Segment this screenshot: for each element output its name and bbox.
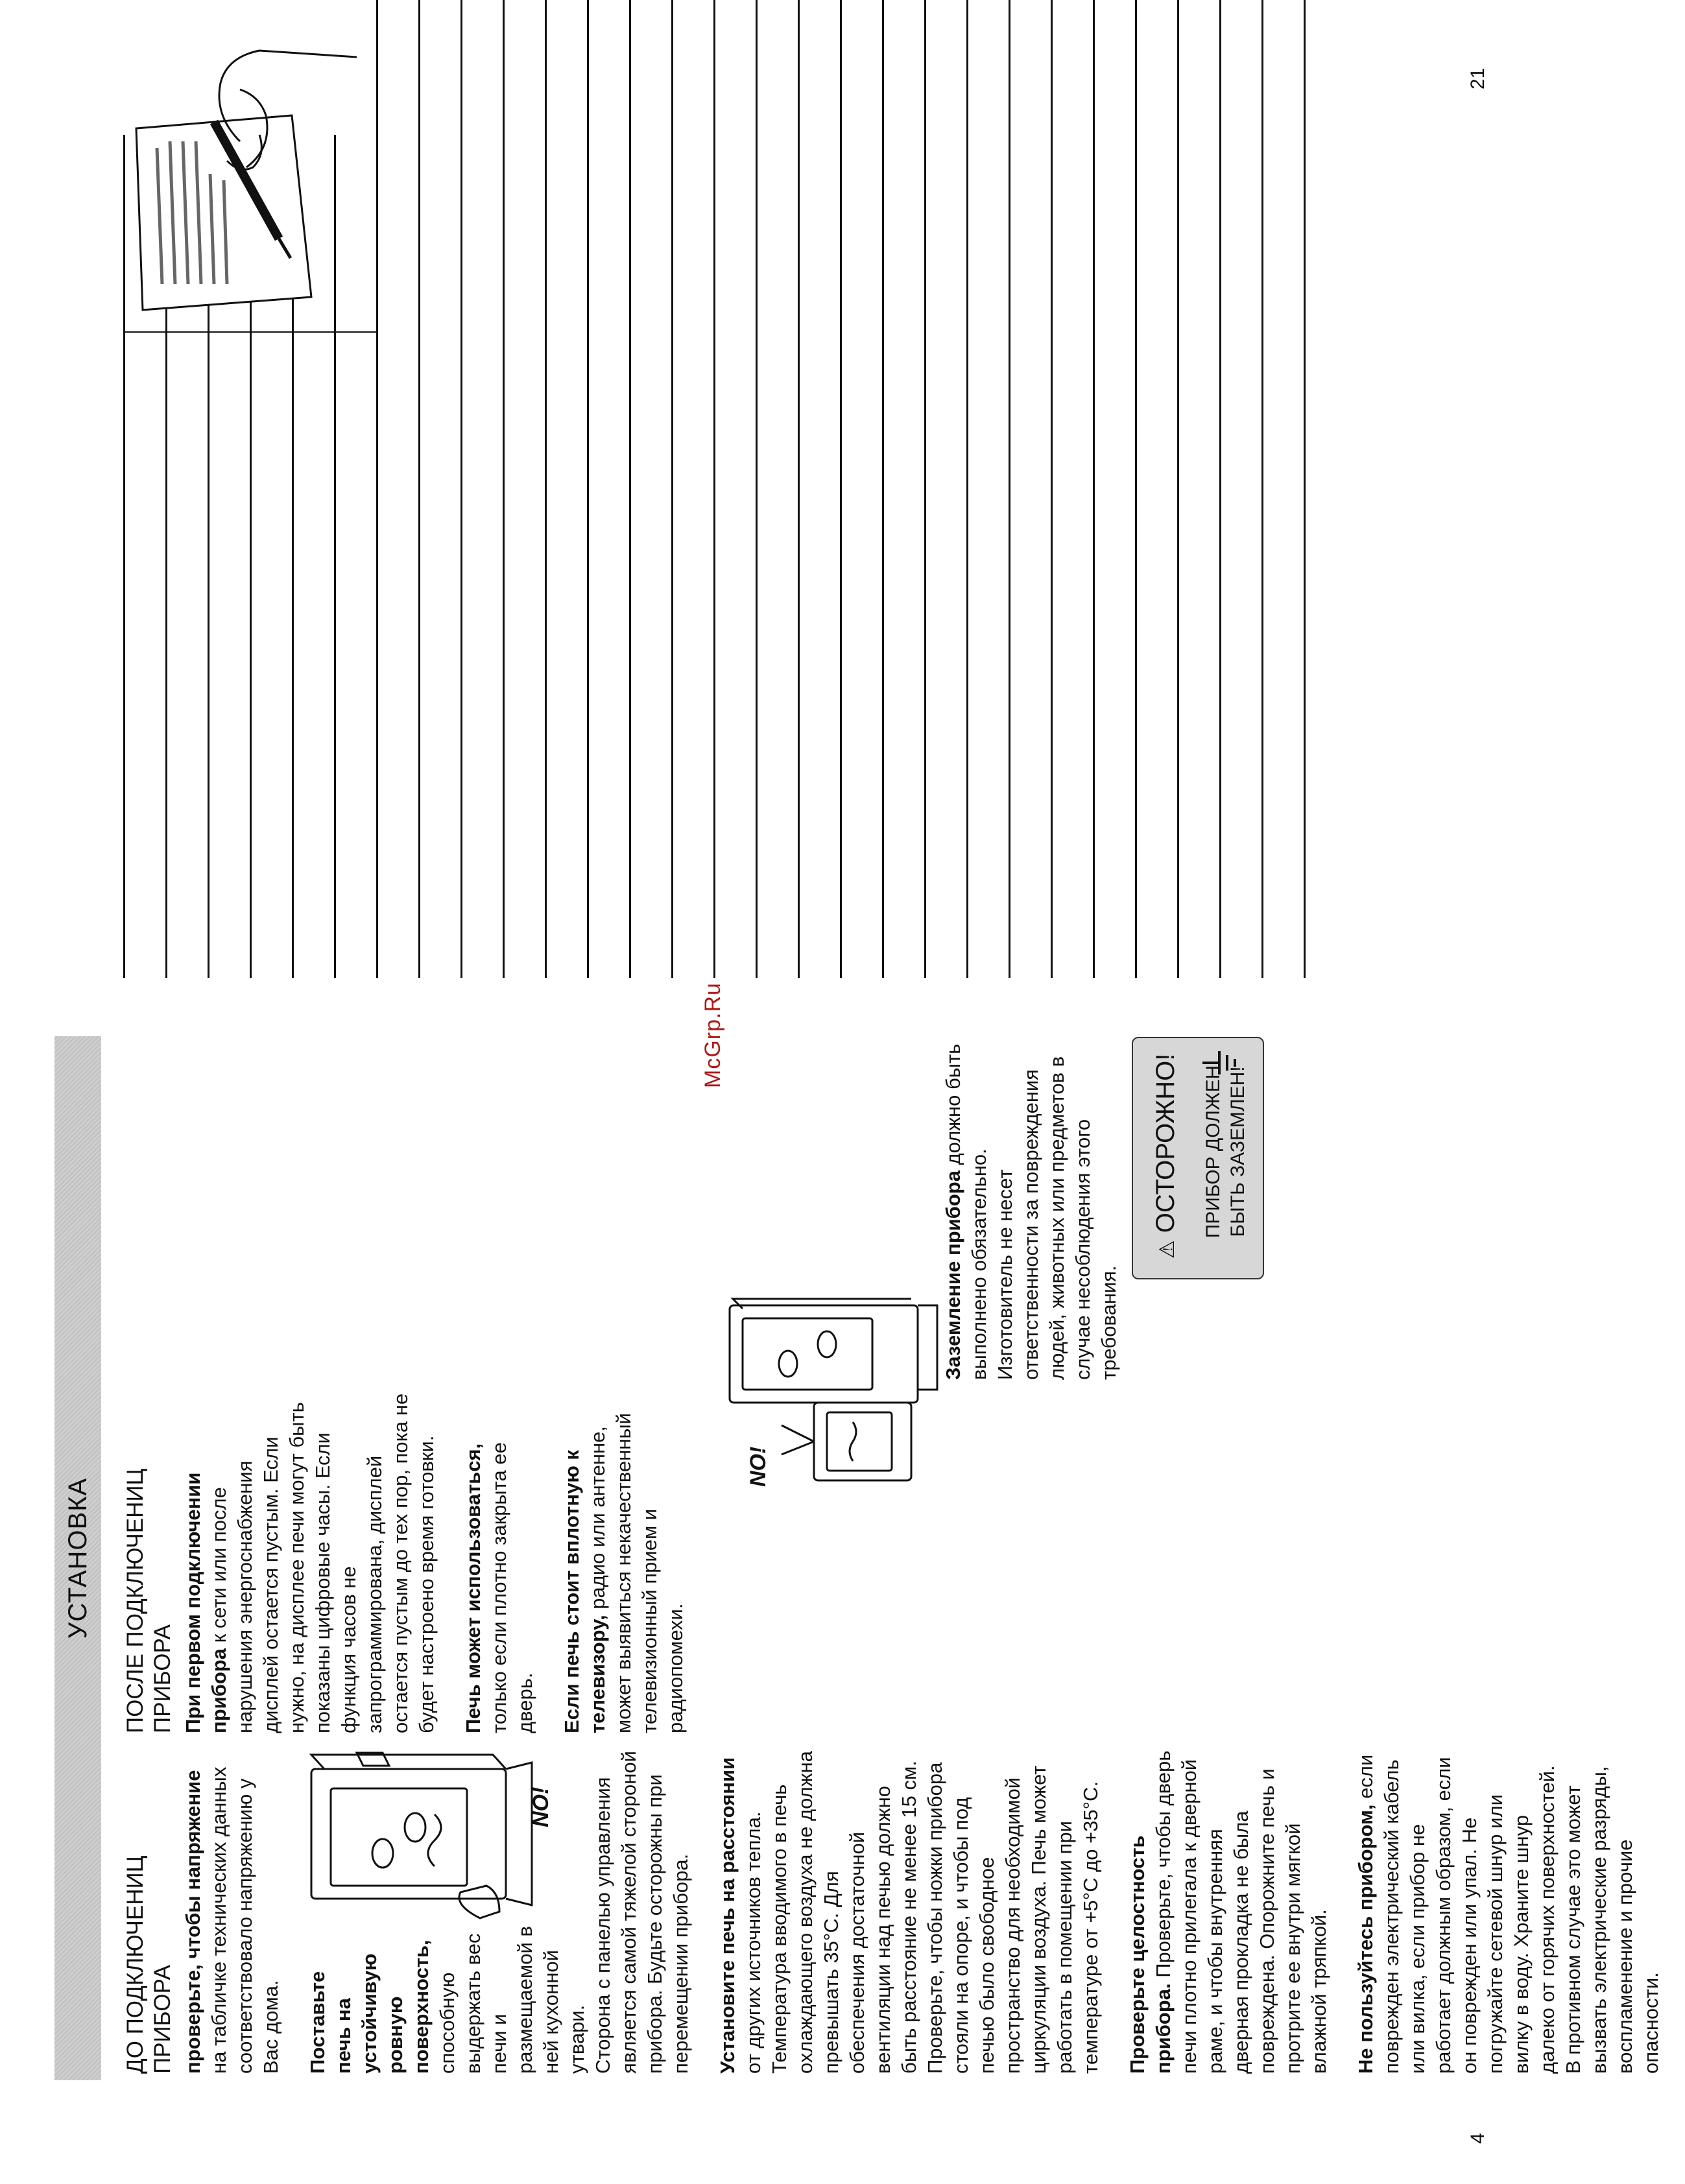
- ruled-line: [671, 0, 673, 978]
- ruled-line: [503, 0, 505, 978]
- ruled-line: [1051, 0, 1053, 978]
- paragraph-stable-surface: Поставьте печь на устойчивую ровную поверхность, способную выдержать вес печи и размещаемой в ней кухонной утвари. Сторона с панелью управления является самой тяжелой стороной прибора. Будьте осторожны при перемещении прибора.: [305, 1750, 694, 2074]
- paragraph-grounding: Заземление прибора должно быть выполнено обязательно. Изготовитель не несет ответственности за повреждения людей, животных или предметов в случае несоблюдения этого требования.: [942, 1043, 1120, 1380]
- paragraph-do-not-use: Не пользуйтесь прибором, если поврежден электрический кабель или вилка, если прибор не работает должным образом, если он поврежден или упал. Не погружайте сетевой шнур или вилку в воду. Храните шнур далеко от горячих поверхностей. В противном случае это может вызвать электрические разряды, воспламенение и прочие опасности.: [1354, 1754, 1662, 2074]
- grounding-warning-box: [1132, 1037, 1264, 1279]
- paragraph-door-closed: Печь может использоваться, только если плотно закрыта ее дверь.: [462, 1442, 536, 1733]
- ruled-line: [1009, 0, 1010, 978]
- ruled-line: [629, 0, 631, 978]
- ruled-line: [840, 0, 842, 978]
- ruled-line: [1219, 0, 1221, 978]
- ruled-line: [1135, 0, 1137, 978]
- no-label: NO!: [529, 1786, 553, 1827]
- column-grounding: [940, 1030, 1143, 1380]
- hand-writing-illustration: [123, 44, 376, 336]
- heading-after-connection: ПОСЛЕ ПОДКЛЮЧЕНИЦ ПРИБОРА: [123, 1468, 175, 1733]
- page-number-left: 4: [1467, 2133, 1488, 2144]
- ruled-line: [587, 0, 589, 978]
- ruled-line: [1177, 0, 1179, 978]
- ruled-line: [1093, 0, 1095, 978]
- ruled-line: [1261, 0, 1263, 978]
- column-after-connection: [122, 1383, 710, 1733]
- oven-lifting-illustration: [285, 1750, 558, 1925]
- warning-text: ПРИБОР ДОЛЖЕН БЫТЬ ЗАЗЕМЛЕН!: [1202, 1065, 1249, 1239]
- oven-near-tv-illustration: [704, 1299, 950, 1493]
- ruled-line: [756, 0, 758, 978]
- ruled-line: [460, 0, 462, 978]
- paragraph-first-connection: При первом подключении прибора к сети или после нарушения энергоснабжения дисплей остается пустым. Если нужно, на дисплее печи могут быть показаны цифровые часы. Если функция часов не запрограммирована, дисплей остается пустым до тех пор, пока не будет настроено время готовки.: [182, 1393, 438, 1733]
- warning-triangle-icon: ⚠: [1155, 1240, 1178, 1259]
- ruled-line: [966, 0, 968, 978]
- page-title: УСТАНОВКА: [63, 1477, 92, 1639]
- ruled-line: [1304, 0, 1306, 978]
- ruled-line: [713, 0, 715, 978]
- ruled-line: [418, 0, 420, 978]
- paragraph-distance: Установите печь на расстоянии от других источников тепла. Температура вводимого в печь охлаждающего воздуха не должна превышать 35°C. Для обеспечения достаточной вентиляции над печью должно быть расстояние не менее 15 см. Проверьте, чтобы ножки прибора стояли на опоре, и чтобы под печью было свободное пространство для необходимой циркуляции воздуха. Печь может работать в помещении при температуре от +5°C до +35°C.: [716, 1751, 1102, 2074]
- warning-title: ⚠ ОСТОРОЖНО!: [1151, 1053, 1180, 1259]
- heading-before-connection: ДО ПОДКЛЮЧЕНИЦ ПРИБОРА: [123, 1855, 175, 2074]
- page-number-right: 21: [1467, 67, 1488, 89]
- watermark: McGrp.Ru: [700, 982, 725, 1088]
- paragraph-check-voltage: проверьте, чтобы напряжение на табличке технических данных соответствовало напряжению у Вас дома.: [182, 1766, 282, 2074]
- ruled-line: [798, 0, 800, 978]
- ruled-line: [882, 0, 884, 978]
- section-header-band: [54, 1036, 101, 2080]
- paragraph-tv-interference: Если печь стоит вплотную к телевизору, радио или антенне, может выявиться некачественный телевизионный прием и радиопомехи.: [560, 1413, 687, 1733]
- ruled-line: [924, 0, 926, 978]
- ruled-line: [376, 0, 378, 978]
- no-label: NO!: [746, 1446, 771, 1487]
- ruled-line: [545, 0, 547, 978]
- paragraph-integrity: Проверьте целостность прибора. Проверьте, чтобы дверь печи плотно прилегала к дверной раме, и чтобы внутренняя дверная прокладка не была повреждена. Опорожните печь и протрите ее внутри мягкой влажной тряпкой.: [1126, 1750, 1330, 2074]
- ground-symbol-icon: [1201, 1049, 1240, 1077]
